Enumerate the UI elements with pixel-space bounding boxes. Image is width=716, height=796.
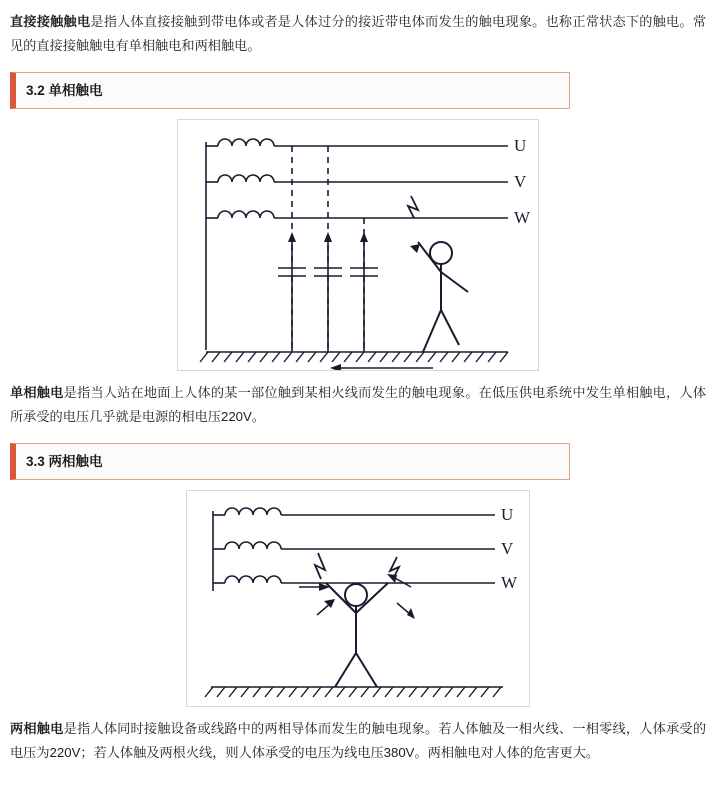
phase-label-v: V [514,172,527,192]
spark-arc-left [315,553,325,579]
intro-bold-lead: 直接接触触电 [10,14,91,29]
intro-paragraph [10,10,706,58]
single-phase-paragraph-text: 是指当人站在地面上人体的某一部位触到某相火线而发生的触电现象。在低压供电系统中发生单相触电，人体所承受的电压几乎就是电源的相电压220V。 [10,385,707,424]
figure-single-phase-shock [10,119,706,371]
figure-two-phase-shock [10,490,706,707]
figure-frame-two-phase [186,490,530,707]
two-phase-bold-lead: 两相触电 [10,721,64,737]
phase-label-u: U [514,136,527,156]
phase-label-v: V [501,539,514,559]
spark-arc [408,196,418,218]
phase-label-w: W [501,573,518,593]
two-phase-paragraph-text: 是指人体同时接触设备或线路中的两相导体而发生的触电现象。若人体触及一相火线、一相零线，人体承受的电压为220V；若人体触及两根火线，则人体承受的电压为线电压380V。两相触电对人体的危害更大。 [10,721,707,761]
single-phase-bold-lead: 单相触电 [10,385,64,401]
current-arrowheads [288,232,368,242]
section-heading-3-2: 3.2 单相触电 [10,72,570,110]
ground-hatching [200,352,508,362]
phase-label-u: U [501,505,514,525]
figure-frame-single-phase [177,119,539,371]
paragraph-two-phase [10,717,706,765]
single-phase-shock-svg [178,120,538,370]
phase-label-w: W [514,208,531,228]
ground-hatching-two-phase [205,687,501,697]
section-heading-3-3: 3.3 两相触电 [10,443,570,481]
two-phase-shock-svg [187,491,529,706]
intro-paragraph-text: 是指人体直接接触到带电体或者是人体过分的接近带电体而发生的触电现象。也称正常状态下的触电。常见的直接接触触电有单相触电和两相触电。 [10,14,707,53]
paragraph-single-phase [10,381,706,429]
